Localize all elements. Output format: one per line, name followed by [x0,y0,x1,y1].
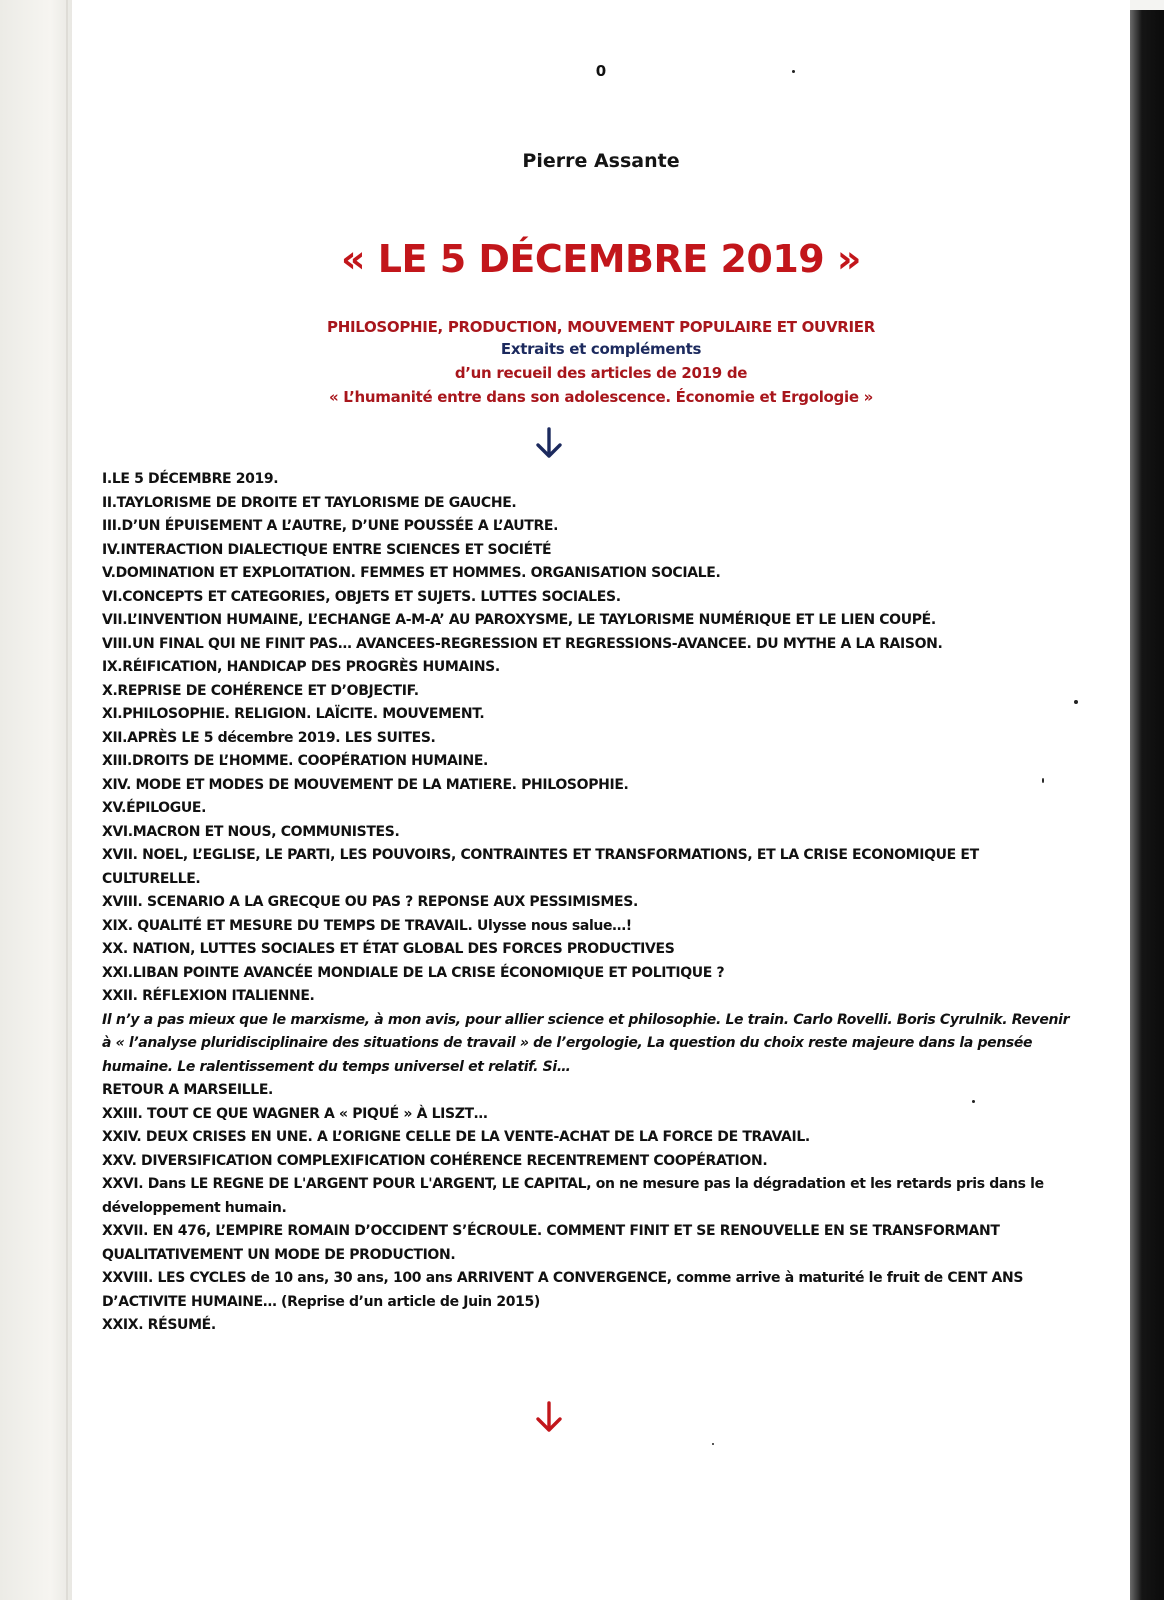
binding-line [66,0,68,1600]
scan-left-margin [0,0,72,1600]
toc-item[interactable]: XXVIII. LES CYCLES de 10 ans, 30 ans, 100 ans ARRIVENT A CONVERGENCE, comme arrive à maturité le fruit de CENT ANS D’ACTIVITE HUMAINE… (Reprise d’un article de Juin 2015) [102,1270,1024,1310]
toc-item[interactable]: XXIX. RÉSUMÉ. [102,1317,216,1333]
toc-item[interactable]: VIII.UN FINAL QUI NE FINIT PAS… AVANCEES-REGRESSION ET REGRESSIONS-AVANCEE. DU MYTHE A LA RAISON. [102,635,943,652]
table-of-contents [102,468,1072,1338]
scan-right-shadow [1130,10,1164,1600]
collection-title: « L’humanité entre dans son adolescence. Économie et Ergologie » [328,388,874,406]
toc-item[interactable]: XVIII. SCENARIO A LA GRECQUE OU PAS ? REPONSE AUX PESSIMISMES. [102,894,638,910]
scan-speck [972,1100,975,1103]
toc-item[interactable]: III.D’UN ÉPUISEMENT A L’AUTRE, D’UNE POUSSÉE A L’AUTRE. [102,518,559,534]
toc-item[interactable]: XVI.MACRON ET NOUS, COMMUNISTES. [102,823,400,840]
document-title: « LE 5 DÉCEMBRE 2019 » [341,237,861,281]
toc-item[interactable]: XXVII. EN 476, L’EMPIRE ROMAIN D’OCCIDENT S’ÉCROULE. COMMENT FINIT ET SE RENOUVELLE EN SE TRANSFORMANT QUALITATIVEMENT UN MODE DE PRODUCTION. [102,1223,1000,1263]
arrow-down-icon [532,1400,566,1434]
recueil-line: d’un recueil des articles de 2019 de [454,364,748,382]
toc-item[interactable]: I.LE 5 DÉCEMBRE 2019. [102,471,279,487]
toc-item[interactable]: XXIV. DEUX CRISES EN UNE. A L’ORIGNE CELLE DE LA VENTE-ACHAT DE LA FORCE DE TRAVAIL. [102,1129,810,1145]
toc-item[interactable]: XV.ÉPILOGUE. [102,800,207,816]
extraits-line: Extraits et compléments [500,340,702,358]
toc-item[interactable]: VI.CONCEPTS ET CATEGORIES, OBJETS ET SUJETS. LUTTES SOCIALES. [102,588,621,605]
toc-item[interactable]: XXI.LIBAN POINTE AVANCÉE MONDIALE DE LA CRISE ÉCONOMIQUE ET POLITIQUE ? [102,964,725,981]
toc-item[interactable]: XIII.DROITS DE L’HOMME. COOPÉRATION HUMAINE. [102,753,489,769]
toc-item[interactable]: VII.L’INVENTION HUMAINE, L’ECHANGE A-M-A’ AU PAROXYSME, LE TAYLORISME NUMÉRIQUE ET LE LIEN COUPÉ. [102,612,936,628]
arrow-down-icon [532,426,566,460]
toc-item[interactable]: XVII. NOEL, L’EGLISE, LE PARTI, LES POUVOIRS, CONTRAINTES ET TRANSFORMATIONS, ET LA CRISE ECONOMIQUE ET CULTURELLE. [102,847,979,887]
scan-speck [1042,778,1044,783]
toc-item[interactable]: V.DOMINATION ET EXPLOITATION. FEMMES ET HOMMES. ORGANISATION SOCIALE. [102,565,721,581]
document-page [72,0,1130,1600]
document-subtitle: PHILOSOPHIE, PRODUCTION, MOUVEMENT POPULAIRE ET OUVRIER [327,318,875,336]
toc-item[interactable]: II.TAYLORISME DE DROITE ET TAYLORISME DE GAUCHE. [102,494,517,511]
toc-item[interactable]: XI.PHILOSOPHIE. RELIGION. LAÏCITE. MOUVEMENT. [102,706,485,722]
toc-item[interactable]: XIV. MODE ET MODES DE MOUVEMENT DE LA MATIERE. PHILOSOPHIE. [102,776,629,793]
toc-item[interactable]: XXII. RÉFLEXION ITALIENNE. [102,988,315,1004]
toc-item[interactable]: XX. NATION, LUTTES SOCIALES ET ÉTAT GLOBAL DES FORCES PRODUCTIVES [102,941,675,957]
toc-item[interactable]: XXV. DIVERSIFICATION COMPLEXIFICATION COHÉRENCE RECENTREMENT COOPÉRATION. [102,1152,768,1169]
toc-item[interactable]: IX.RÉIFICATION, HANDICAP DES PROGRÈS HUMAINS. [102,659,500,675]
scan-speck [792,70,795,73]
toc-item[interactable]: XXVI. Dans LE REGNE DE L'ARGENT POUR L'ARGENT, LE CAPITAL, on ne mesure pas la dégradation et les retards pris dans le développement humain. [102,1176,1044,1216]
toc-item[interactable]: XIX. QUALITÉ ET MESURE DU TEMPS DE TRAVAIL. Ulysse nous salue…! [102,917,632,934]
toc-item[interactable]: RETOUR A MARSEILLE. [102,1082,274,1098]
toc-item[interactable]: X.REPRISE DE COHÉRENCE ET D’OBJECTIF. [102,682,419,699]
scan-speck [712,1443,714,1445]
author-name: Pierre Assante [522,150,680,172]
toc-note: Il n’y a pas mieux que le marxisme, à mon avis, pour allier science et philosophie. Le train. Carlo Rovelli. Boris Cyrulnik. Revenir à « l’analyse pluridisciplinaire des situations de travail » de l’ergologie, La question du choix reste majeure dans la pensée humaine. Le ralentissement du temps universel et relatif. Si… [102,1011,1070,1075]
page-number: 0 [595,62,607,80]
toc-item[interactable]: XXIII. TOUT CE QUE WAGNER A « PIQUÉ » À LISZT… [102,1105,488,1122]
scan-speck [1074,700,1078,704]
toc-item[interactable]: XII.APRÈS LE 5 décembre 2019. LES SUITES. [102,729,436,746]
toc-item[interactable]: IV.INTERACTION DIALECTIQUE ENTRE SCIENCES ET SOCIÉTÉ [102,541,552,558]
